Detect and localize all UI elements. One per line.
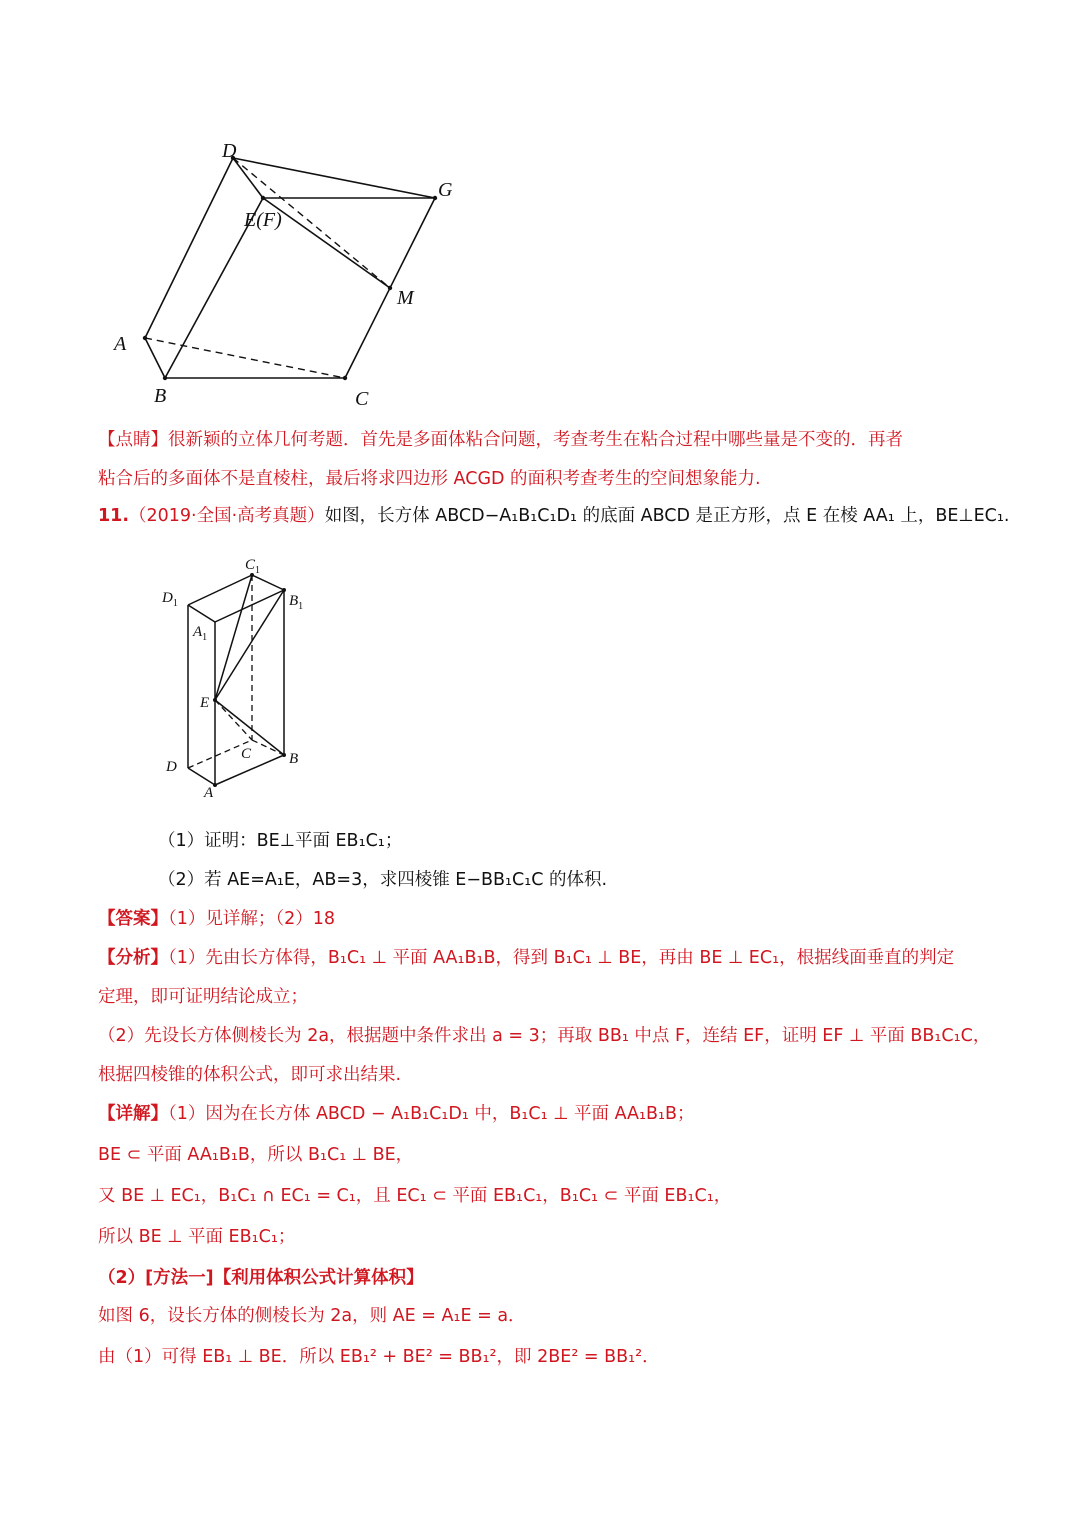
dianjing-text1: 很新颖的立体几何考题．首先是多面体粘合问题，考查考生在粘合过程中哪些量是不变的．再者: [168, 430, 903, 450]
label-B1: $B_1$: [289, 593, 304, 612]
label-B: B: [289, 751, 299, 767]
analysis-text1: （1）先由长方体得，B₁C₁ ⊥ 平面 AA₁B₁B，得到 B₁C₁ ⊥ BE，再由 BE ⊥ EC₁，根据线面垂直的判定: [168, 948, 955, 968]
question-1: （1）证明：BE⊥平面 EB₁C₁；: [158, 831, 403, 851]
label-D: D: [222, 140, 237, 162]
detail-line4: 所以 BE ⊥ 平面 EB₁C₁；: [98, 1227, 296, 1247]
figure-cuboid: [155, 548, 315, 798]
label-D: D: [166, 759, 177, 775]
dianjing-line2: 粘合后的多面体不是直棱柱，最后将求四边形 ACGD 的面积考查考生的空间想象能力.: [98, 469, 761, 489]
analysis-tag: 【分析】: [98, 948, 168, 968]
question-2: （2）若 AE=A₁E，AB=3，求四棱锥 E−BB₁C₁C 的体积.: [158, 870, 608, 890]
analysis-line2: 定理，即可证明结论成立；: [98, 987, 308, 1007]
label-A1: $A_1$: [193, 624, 208, 643]
label-C: C: [355, 388, 369, 410]
label-B: B: [154, 385, 167, 407]
answer-tag: 【答案】: [98, 909, 168, 929]
detail-tag: 【详解】: [98, 1104, 168, 1124]
analysis-line3: （2）先设长方体侧棱长为 2a，根据题中条件求出 a = 3；再取 BB₁ 中点 F，连结 EF，证明 EF ⊥ 平面 BB₁C₁C，: [98, 1026, 991, 1046]
problem-number: 11.: [98, 506, 130, 526]
dianjing-line1: [98, 428, 903, 452]
analysis-line1: [98, 946, 954, 970]
detail-line1: [98, 1102, 695, 1126]
label-EF: E(F): [244, 209, 282, 231]
detail-method: （2）[方法一]【利用体积公式计算体积】: [98, 1268, 424, 1288]
label-D1: $D_1$: [162, 590, 178, 609]
label-M: M: [397, 287, 414, 309]
dianjing-tag: 【点睛】: [98, 430, 168, 450]
label-G: G: [438, 179, 453, 201]
detail-line3: 又 BE ⊥ EC₁，B₁C₁ ∩ EC₁ = C₁，且 EC₁ ⊂ 平面 EB₁C₁，B₁C₁ ⊂ 平面 EB₁C₁，: [98, 1186, 732, 1206]
detail-text1: （1）因为在长方体 ABCD − A₁B₁C₁D₁ 中，B₁C₁ ⊥ 平面 AA₁B₁B；: [168, 1104, 695, 1124]
detail-line5: 如图 6，设长方体的侧棱长为 2a，则 AE = A₁E = a．: [98, 1306, 526, 1326]
detail-line6: 由（1）可得 EB₁ ⊥ BE．所以 EB₁² + BE² = BB₁²，即 2BE² = BB₁²．: [98, 1347, 660, 1367]
label-C1: $C_1$: [245, 557, 261, 576]
label-A: A: [204, 785, 214, 798]
problem-11-stem-line: [98, 504, 1009, 528]
label-C: C: [241, 746, 252, 762]
label-E: E: [200, 695, 210, 711]
detail-line2: BE ⊂ 平面 AA₁B₁B，所以 B₁C₁ ⊥ BE，: [98, 1145, 414, 1165]
label-A: A: [114, 333, 127, 355]
problem-stem: 如图，长方体 ABCD−A₁B₁C₁D₁ 的底面 ABCD 是正方形，点 E 在棱 AA₁ 上，BE⊥EC₁.: [324, 506, 1010, 526]
problem-source: （2019·全国·高考真题）: [129, 506, 325, 526]
answer-text: （1）见详解；（2）18: [168, 909, 336, 929]
figure-folded-prism: [100, 130, 480, 420]
analysis-line4: 根据四棱锥的体积公式，即可求出结果.: [98, 1065, 402, 1085]
answer-line: [98, 907, 335, 931]
